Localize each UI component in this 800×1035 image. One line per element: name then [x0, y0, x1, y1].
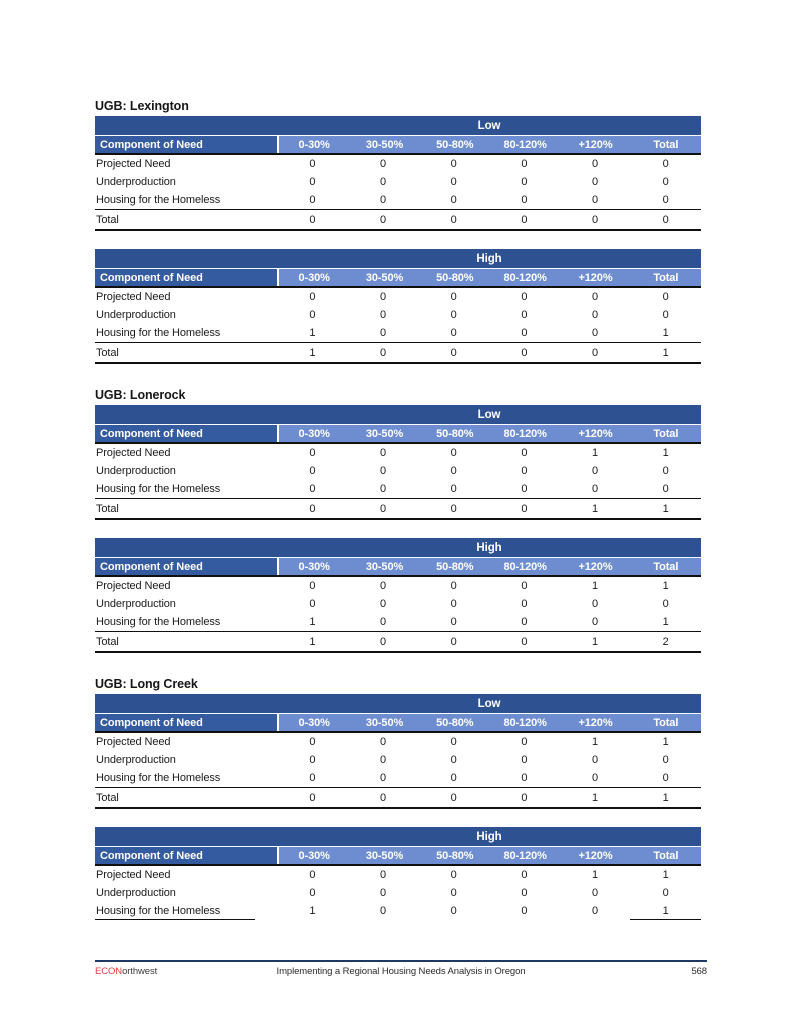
cell-value: 0 — [309, 291, 316, 303]
scenario-band-row — [95, 538, 701, 558]
column-header-plus120: +120% — [560, 714, 630, 731]
cell-value: 0 — [450, 327, 457, 339]
component-of-need-header: Component of Need — [95, 269, 277, 286]
row-label: Total — [96, 635, 119, 648]
cell-value: 0 — [309, 502, 316, 515]
needs-table — [95, 538, 701, 653]
cell-value: 0 — [379, 309, 387, 321]
component-of-need-header: Component of Need — [95, 558, 277, 575]
table-row-projected-need — [95, 444, 701, 462]
column-header-0-30: 0-30% — [277, 136, 349, 153]
cell-value: 0 — [450, 502, 457, 515]
column-header-row — [95, 714, 701, 733]
cell-value: 2 — [662, 635, 669, 648]
cell-value: 0 — [379, 887, 387, 899]
cell-value: 0 — [592, 327, 599, 339]
cell-value: 0 — [521, 580, 528, 592]
table-row-projected-need — [95, 155, 701, 173]
cell-value: 1 — [662, 580, 669, 592]
table-row-housing-homeless — [95, 480, 701, 499]
scenario-label: Low — [477, 119, 501, 132]
table-row-housing-homeless — [95, 324, 701, 343]
cell-value: 0 — [450, 580, 457, 592]
cell-value: 0 — [592, 158, 599, 170]
needs-table — [95, 694, 701, 809]
cell-value: 0 — [379, 291, 387, 303]
cell-value: 0 — [521, 887, 528, 899]
column-header-plus120: +120% — [560, 558, 630, 575]
cell-value: 0 — [379, 465, 387, 477]
cell-value: 0 — [592, 905, 599, 917]
cell-value: 0 — [450, 447, 457, 459]
cell-value: 0 — [592, 346, 599, 359]
cell-value: 0 — [521, 869, 528, 881]
column-header-30-50: 30-50% — [349, 558, 419, 575]
table-row-underproduction — [95, 884, 701, 902]
cell-value: 0 — [521, 158, 528, 170]
column-header-total: Total — [631, 847, 701, 864]
table-row-projected-need — [95, 733, 701, 751]
cell-value: 1 — [662, 346, 669, 359]
table-row-projected-need — [95, 577, 701, 595]
cell-value: 0 — [450, 213, 457, 226]
table-row-total — [95, 499, 701, 520]
cell-value: 0 — [521, 754, 528, 766]
row-label: Underproduction — [96, 598, 176, 610]
ugb-section — [95, 677, 701, 920]
cell-value: 0 — [662, 754, 669, 766]
cell-value: 0 — [379, 598, 387, 610]
row-label: Projected Need — [96, 869, 171, 881]
cell-value: 0 — [309, 309, 316, 321]
table-row-total — [95, 632, 701, 653]
cell-value: 1 — [662, 327, 669, 339]
cell-value: 0 — [662, 213, 669, 226]
column-header-80-120: 80-120% — [490, 714, 560, 731]
cell-value: 0 — [592, 887, 599, 899]
cell-value: 0 — [592, 194, 599, 206]
cell-value: 0 — [379, 158, 387, 170]
column-header-row — [95, 558, 701, 577]
needs-table — [95, 405, 701, 520]
column-header-0-30: 0-30% — [277, 847, 349, 864]
cell-value: 0 — [521, 346, 528, 359]
column-header-total: Total — [631, 714, 701, 731]
cell-value: 0 — [309, 869, 316, 881]
cell-value: 0 — [662, 483, 669, 495]
component-of-need-header: Component of Need — [95, 136, 277, 153]
cell-value: 0 — [309, 465, 316, 477]
ugb-section — [95, 388, 701, 653]
cell-value: 0 — [450, 791, 457, 804]
column-header-plus120: +120% — [560, 136, 630, 153]
row-label: Underproduction — [96, 754, 176, 766]
row-label: Housing for the Homeless — [95, 902, 255, 920]
ugb-tables — [95, 694, 701, 920]
cell-value: 0 — [379, 635, 387, 648]
cell-value: 0 — [379, 447, 387, 459]
cell-value: 0 — [309, 772, 316, 784]
cell-value: 0 — [450, 616, 457, 628]
cell-value: 0 — [662, 465, 669, 477]
column-header-30-50: 30-50% — [349, 847, 419, 864]
column-header-50-80: 50-80% — [420, 847, 490, 864]
column-header-50-80: 50-80% — [420, 269, 490, 286]
scenario-band-row — [95, 827, 701, 847]
cell-value: 0 — [309, 887, 316, 899]
ugb-heading: UGB: Lonerock — [95, 388, 186, 402]
band-spacer — [95, 405, 277, 424]
cell-value: 0 — [309, 754, 316, 766]
cell-value: 0 — [309, 483, 316, 495]
cell-value: 0 — [592, 291, 599, 303]
table-row-projected-need — [95, 288, 701, 306]
cell-value: 0 — [521, 905, 528, 917]
column-header-total: Total — [631, 425, 701, 442]
column-header-plus120: +120% — [560, 847, 630, 864]
column-header-80-120: 80-120% — [490, 269, 560, 286]
cell-value: 0 — [450, 465, 457, 477]
column-header-80-120: 80-120% — [490, 847, 560, 864]
scenario-label: Low — [477, 697, 501, 710]
column-header-30-50: 30-50% — [349, 714, 419, 731]
table-row-underproduction — [95, 751, 701, 769]
cell-value: 1 — [662, 447, 669, 459]
cell-value: 0 — [521, 483, 528, 495]
cell-value: 0 — [450, 176, 457, 188]
column-header-0-30: 0-30% — [277, 714, 349, 731]
cell-value: 1 — [309, 905, 316, 917]
cell-value: 0 — [521, 616, 528, 628]
row-label: Underproduction — [96, 887, 176, 899]
cell-value: 0 — [662, 772, 669, 784]
cell-value: 0 — [379, 483, 387, 495]
cell-value: 0 — [521, 635, 528, 648]
econorthwest-logo — [95, 966, 245, 977]
cell-value: 0 — [309, 598, 316, 610]
column-header-50-80: 50-80% — [420, 558, 490, 575]
column-header-row — [95, 269, 701, 288]
column-header-80-120: 80-120% — [490, 558, 560, 575]
row-label: Total — [96, 791, 119, 804]
cell-value: 0 — [450, 869, 457, 881]
cell-value: 0 — [521, 291, 528, 303]
logo-northwest-part: orthwest — [122, 966, 158, 977]
row-label: Housing for the Homeless — [96, 772, 221, 784]
ugb-heading: UGB: Lexington — [95, 99, 189, 113]
cell-value: 0 — [379, 176, 387, 188]
row-label: Underproduction — [96, 309, 176, 321]
column-header-30-50: 30-50% — [349, 425, 419, 442]
column-header-0-30: 0-30% — [277, 558, 349, 575]
cell-value: 0 — [450, 905, 457, 917]
column-header-50-80: 50-80% — [420, 425, 490, 442]
column-header-row — [95, 425, 701, 444]
needs-table — [95, 249, 701, 364]
page-footer — [95, 960, 707, 977]
cell-value: 0 — [592, 465, 599, 477]
column-header-total: Total — [631, 269, 701, 286]
cell-value: 1 — [309, 327, 316, 339]
column-header-plus120: +120% — [560, 425, 630, 442]
cell-value: 1 — [662, 869, 669, 881]
cell-value: 1 — [662, 502, 669, 515]
scenario-label: Low — [477, 408, 501, 421]
row-label: Housing for the Homeless — [96, 327, 221, 339]
cell-value: 0 — [450, 346, 457, 359]
page-number: 568 — [691, 966, 707, 977]
cell-value: 0 — [450, 291, 457, 303]
cell-value: 0 — [592, 483, 599, 495]
cell-value: 0 — [521, 194, 528, 206]
row-label: Projected Need — [96, 580, 171, 592]
row-label: Underproduction — [96, 176, 176, 188]
row-label: Projected Need — [96, 447, 171, 459]
cell-value: 1 — [592, 736, 599, 748]
row-label: Projected Need — [96, 291, 171, 303]
cell-value: 0 — [592, 616, 599, 628]
table-row-total — [95, 788, 701, 809]
band-spacer — [95, 116, 277, 135]
table-row-underproduction — [95, 595, 701, 613]
cell-value: 0 — [309, 447, 316, 459]
table-row-projected-need — [95, 866, 701, 884]
table-row-underproduction — [95, 173, 701, 191]
cell-value: 1 — [662, 736, 669, 748]
cell-value: 0 — [309, 194, 316, 206]
cell-value: 0 — [379, 616, 387, 628]
cell-value: 1 — [592, 447, 599, 459]
band-spacer — [95, 827, 277, 846]
cell-value: 1 — [309, 616, 316, 628]
report-content — [95, 99, 701, 944]
cell-value: 0 — [521, 736, 528, 748]
band-spacer — [95, 249, 277, 268]
cell-value: 0 — [379, 772, 387, 784]
cell-value: 1 — [662, 791, 669, 804]
row-label: Underproduction — [96, 465, 176, 477]
cell-value: 0 — [450, 194, 457, 206]
cell-value: 0 — [521, 598, 528, 610]
component-of-need-header: Component of Need — [95, 714, 277, 731]
cell-value: 0 — [379, 502, 387, 515]
cell-value: 0 — [662, 158, 669, 170]
column-header-plus120: +120% — [560, 269, 630, 286]
cell-value: 1 — [662, 616, 669, 628]
component-of-need-header: Component of Need — [95, 425, 277, 442]
column-header-30-50: 30-50% — [349, 269, 419, 286]
footer-title: Implementing a Regional Housing Needs Analysis in Oregon — [276, 966, 526, 977]
column-header-total: Total — [631, 558, 701, 575]
column-header-50-80: 50-80% — [420, 136, 490, 153]
cell-value: 0 — [379, 213, 387, 226]
cell-value: 1 — [592, 869, 599, 881]
ugb-tables — [95, 405, 701, 653]
cell-value: 1 — [592, 791, 599, 804]
cell-value: 0 — [662, 176, 669, 188]
cell-value: 0 — [309, 176, 316, 188]
band-spacer — [95, 538, 277, 557]
scenario-band-row — [95, 249, 701, 269]
table-row-housing-homeless — [95, 191, 701, 210]
cell-value: 0 — [521, 791, 528, 804]
cell-value: 0 — [592, 309, 599, 321]
column-header-total: Total — [631, 136, 701, 153]
row-label: Total — [96, 213, 119, 226]
cell-value: 0 — [379, 736, 387, 748]
row-label: Housing for the Homeless — [96, 616, 221, 628]
cell-value: 0 — [309, 791, 316, 804]
cell-value: 0 — [662, 194, 669, 206]
cell-value: 0 — [450, 754, 457, 766]
table-row-total — [95, 210, 701, 231]
table-row-housing-homeless — [95, 769, 701, 788]
cell-value: 0 — [450, 887, 457, 899]
column-header-50-80: 50-80% — [420, 714, 490, 731]
cell-value: 0 — [309, 213, 316, 226]
cell-value: 1 — [309, 346, 316, 359]
column-header-row — [95, 847, 701, 866]
row-label: Projected Need — [96, 158, 171, 170]
cell-value: 0 — [521, 465, 528, 477]
scenario-label: High — [476, 541, 502, 554]
cell-value: 0 — [379, 905, 387, 917]
cell-value: 0 — [379, 580, 387, 592]
row-label: Total — [96, 346, 119, 359]
row-label: Housing for the Homeless — [96, 194, 221, 206]
cell-value: 0 — [662, 291, 669, 303]
scenario-band-row — [95, 405, 701, 425]
scenario-band-row — [95, 694, 701, 714]
band-spacer — [95, 694, 277, 713]
column-header-80-120: 80-120% — [490, 136, 560, 153]
cell-value: 1 — [592, 502, 599, 515]
logo-econ-part: ECON — [95, 966, 123, 977]
cell-value: 0 — [309, 580, 316, 592]
component-of-need-header: Component of Need — [95, 847, 277, 864]
cell-value: 0 — [379, 869, 387, 881]
table-row-housing-homeless — [95, 613, 701, 632]
cell-value: 0 — [450, 772, 457, 784]
scenario-band-row — [95, 116, 701, 136]
ugb-section — [95, 99, 701, 364]
cell-value: 0 — [450, 635, 457, 648]
cell-value: 0 — [592, 176, 599, 188]
scenario-label: High — [476, 830, 502, 843]
row-label: Total — [96, 502, 119, 515]
cell-value: 0 — [592, 598, 599, 610]
table-row-housing-homeless — [95, 902, 701, 920]
cell-value: 0 — [592, 772, 599, 784]
cell-value: 0 — [450, 736, 457, 748]
cell-value: 1 — [630, 902, 701, 920]
table-row-underproduction — [95, 462, 701, 480]
cell-value: 0 — [521, 447, 528, 459]
cell-value: 0 — [521, 502, 528, 515]
ugb-heading: UGB: Long Creek — [95, 677, 198, 691]
needs-table — [95, 116, 701, 231]
row-label: Projected Need — [96, 736, 171, 748]
cell-value: 0 — [450, 483, 457, 495]
ugb-tables — [95, 116, 701, 364]
cell-value: 0 — [662, 887, 669, 899]
cell-value: 0 — [662, 598, 669, 610]
cell-value: 0 — [309, 736, 316, 748]
cell-value: 0 — [450, 598, 457, 610]
cell-value: 1 — [592, 580, 599, 592]
cell-value: 0 — [521, 772, 528, 784]
cell-value: 0 — [521, 309, 528, 321]
column-header-0-30: 0-30% — [277, 269, 349, 286]
column-header-80-120: 80-120% — [490, 425, 560, 442]
column-header-row — [95, 136, 701, 155]
cell-value: 0 — [379, 791, 387, 804]
cell-value: 1 — [309, 635, 316, 648]
cell-value: 0 — [379, 194, 387, 206]
scenario-label: High — [476, 252, 502, 265]
table-row-underproduction — [95, 306, 701, 324]
table-row-total — [95, 343, 701, 364]
needs-table — [95, 827, 701, 920]
cell-value: 0 — [450, 309, 457, 321]
row-label: Housing for the Homeless — [96, 483, 221, 495]
cell-value: 0 — [592, 754, 599, 766]
cell-value: 0 — [521, 213, 528, 226]
cell-value: 0 — [450, 158, 457, 170]
cell-value: 0 — [521, 176, 528, 188]
cell-value: 0 — [379, 346, 387, 359]
cell-value: 0 — [379, 754, 387, 766]
cell-value: 0 — [379, 327, 387, 339]
column-header-30-50: 30-50% — [349, 136, 419, 153]
cell-value: 1 — [592, 635, 599, 648]
cell-value: 0 — [592, 213, 599, 226]
cell-value: 0 — [521, 327, 528, 339]
cell-value: 0 — [662, 309, 669, 321]
column-header-0-30: 0-30% — [277, 425, 349, 442]
cell-value: 0 — [309, 158, 316, 170]
